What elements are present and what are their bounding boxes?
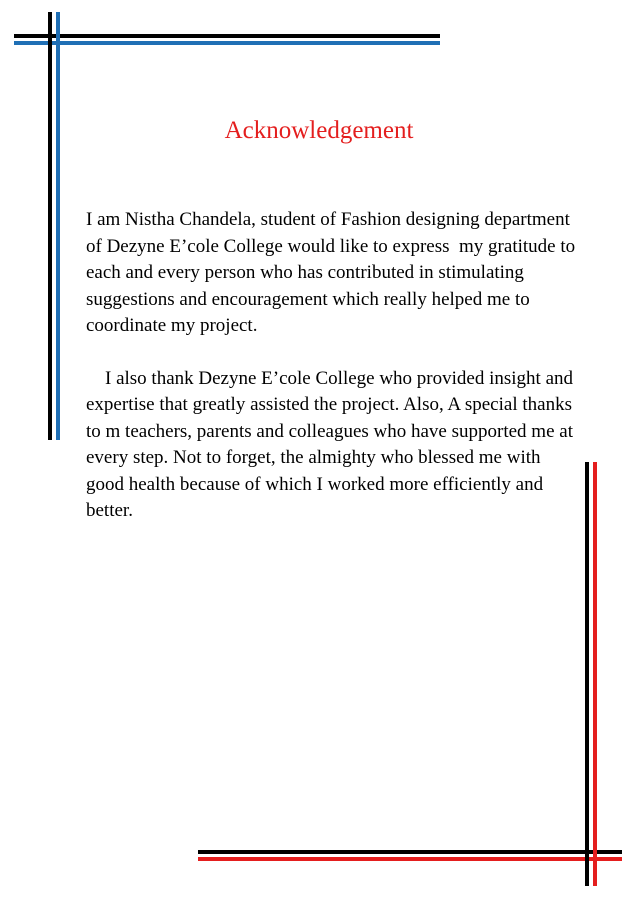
page-title: Acknowledgement [224,117,414,144]
bottom-right-frame-horizontal-black-line [198,850,622,854]
top-left-frame-vertical-black-line [48,12,52,440]
top-left-frame-horizontal-blue-line [14,41,440,45]
paragraph-1: I am Nistha Chandela, student of Fashion designing department of Dezyne E’cole College would like to express my gratitude to each and every person who has contributed in stimulating suggestions and encouragement which really helped me to coordinate my project. [86,209,580,336]
paragraph-2: I also thank Dezyne E’cole College who provided insight and expertise that greatly assisted the project. Also, A special thanks to m teachers, parents and colleagues who have supported me at every step. Not to forget, the almighty who blessed me with good health because of which I worked more efficiently and better. [86,367,578,521]
bottom-right-frame-horizontal-red-line [198,857,622,861]
bottom-right-frame-vertical-black-line [585,462,589,886]
acknowledgement-body [86,207,578,525]
bottom-right-frame-vertical-red-line [593,462,597,886]
top-left-frame-horizontal-black-line [14,34,440,38]
top-left-frame-vertical-blue-line [56,12,60,440]
